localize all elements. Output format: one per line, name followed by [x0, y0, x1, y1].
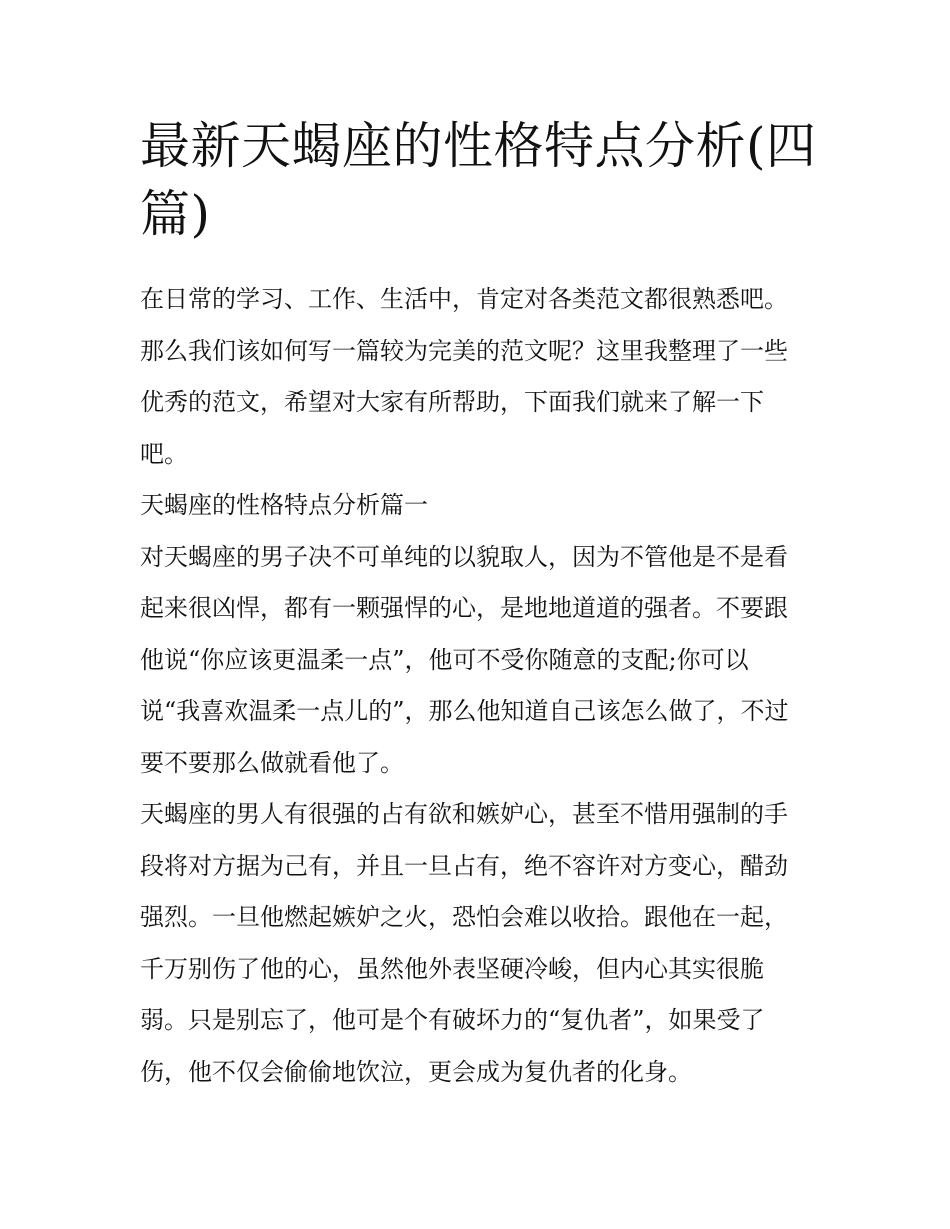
text-line: 那么我们该如何写一篇较为完美的范文呢？这里我整理了一些 — [140, 336, 788, 365]
text-line: 说“我喜欢温柔一点儿的”，那么他知道自己该怎么做了，不过 — [140, 697, 789, 725]
text-line: 天蝎座的男人有很强的占有欲和嫉妒心，甚至不惜用强制的手 — [140, 800, 788, 828]
text-line: 天蝎座的性格特点分析篇一 — [140, 491, 428, 519]
section-heading — [140, 480, 812, 532]
title-line: 最新天蝎座的性格特点分析(四 — [140, 117, 817, 175]
intro-paragraph — [140, 274, 812, 480]
text-line: 起来很凶悍，都有一颗强悍的心，是地地道道的强者。不要跟 — [140, 594, 788, 622]
text-line: 千万别伤了他的心，虽然他外表坚硬冷峻，但内心其实很脆 — [140, 954, 764, 983]
document-page — [140, 112, 817, 1098]
document-body — [140, 274, 812, 1098]
text-line: 在日常的学习、工作、生活中，肯定对各类范文都很熟悉吧。 — [140, 285, 788, 313]
document-title — [140, 112, 817, 248]
text-line: 伤，他不仅会偷偷地饮泣，更会成为复仇者的化身。 — [140, 1057, 692, 1086]
text-line: 吧。 — [140, 439, 188, 468]
text-line: 对天蝎座的男子决不可单纯的以貌取人，因为不管他是不是看 — [140, 542, 788, 571]
text-line: 段将对方据为己有，并且一旦占有，绝不容许对方变心，醋劲 — [140, 851, 788, 880]
body-paragraph — [140, 532, 812, 790]
title-line: 篇) — [140, 185, 211, 243]
text-line: 弱。只是别忘了，他可是个有破坏力的“复仇者”，如果受了 — [140, 1006, 765, 1034]
text-line: 优秀的范文，希望对大家有所帮助，下面我们就来了解一下 — [140, 388, 764, 416]
text-line: 要不要那么做就看他了。 — [140, 748, 404, 777]
body-paragraph — [140, 789, 812, 1098]
text-line: 他说“你应该更温柔一点”，他可不受你随意的支配;你可以 — [140, 645, 749, 674]
text-line: 强烈。一旦他燃起嫉妒之火，恐怕会难以收拾。跟他在一起， — [140, 903, 788, 931]
